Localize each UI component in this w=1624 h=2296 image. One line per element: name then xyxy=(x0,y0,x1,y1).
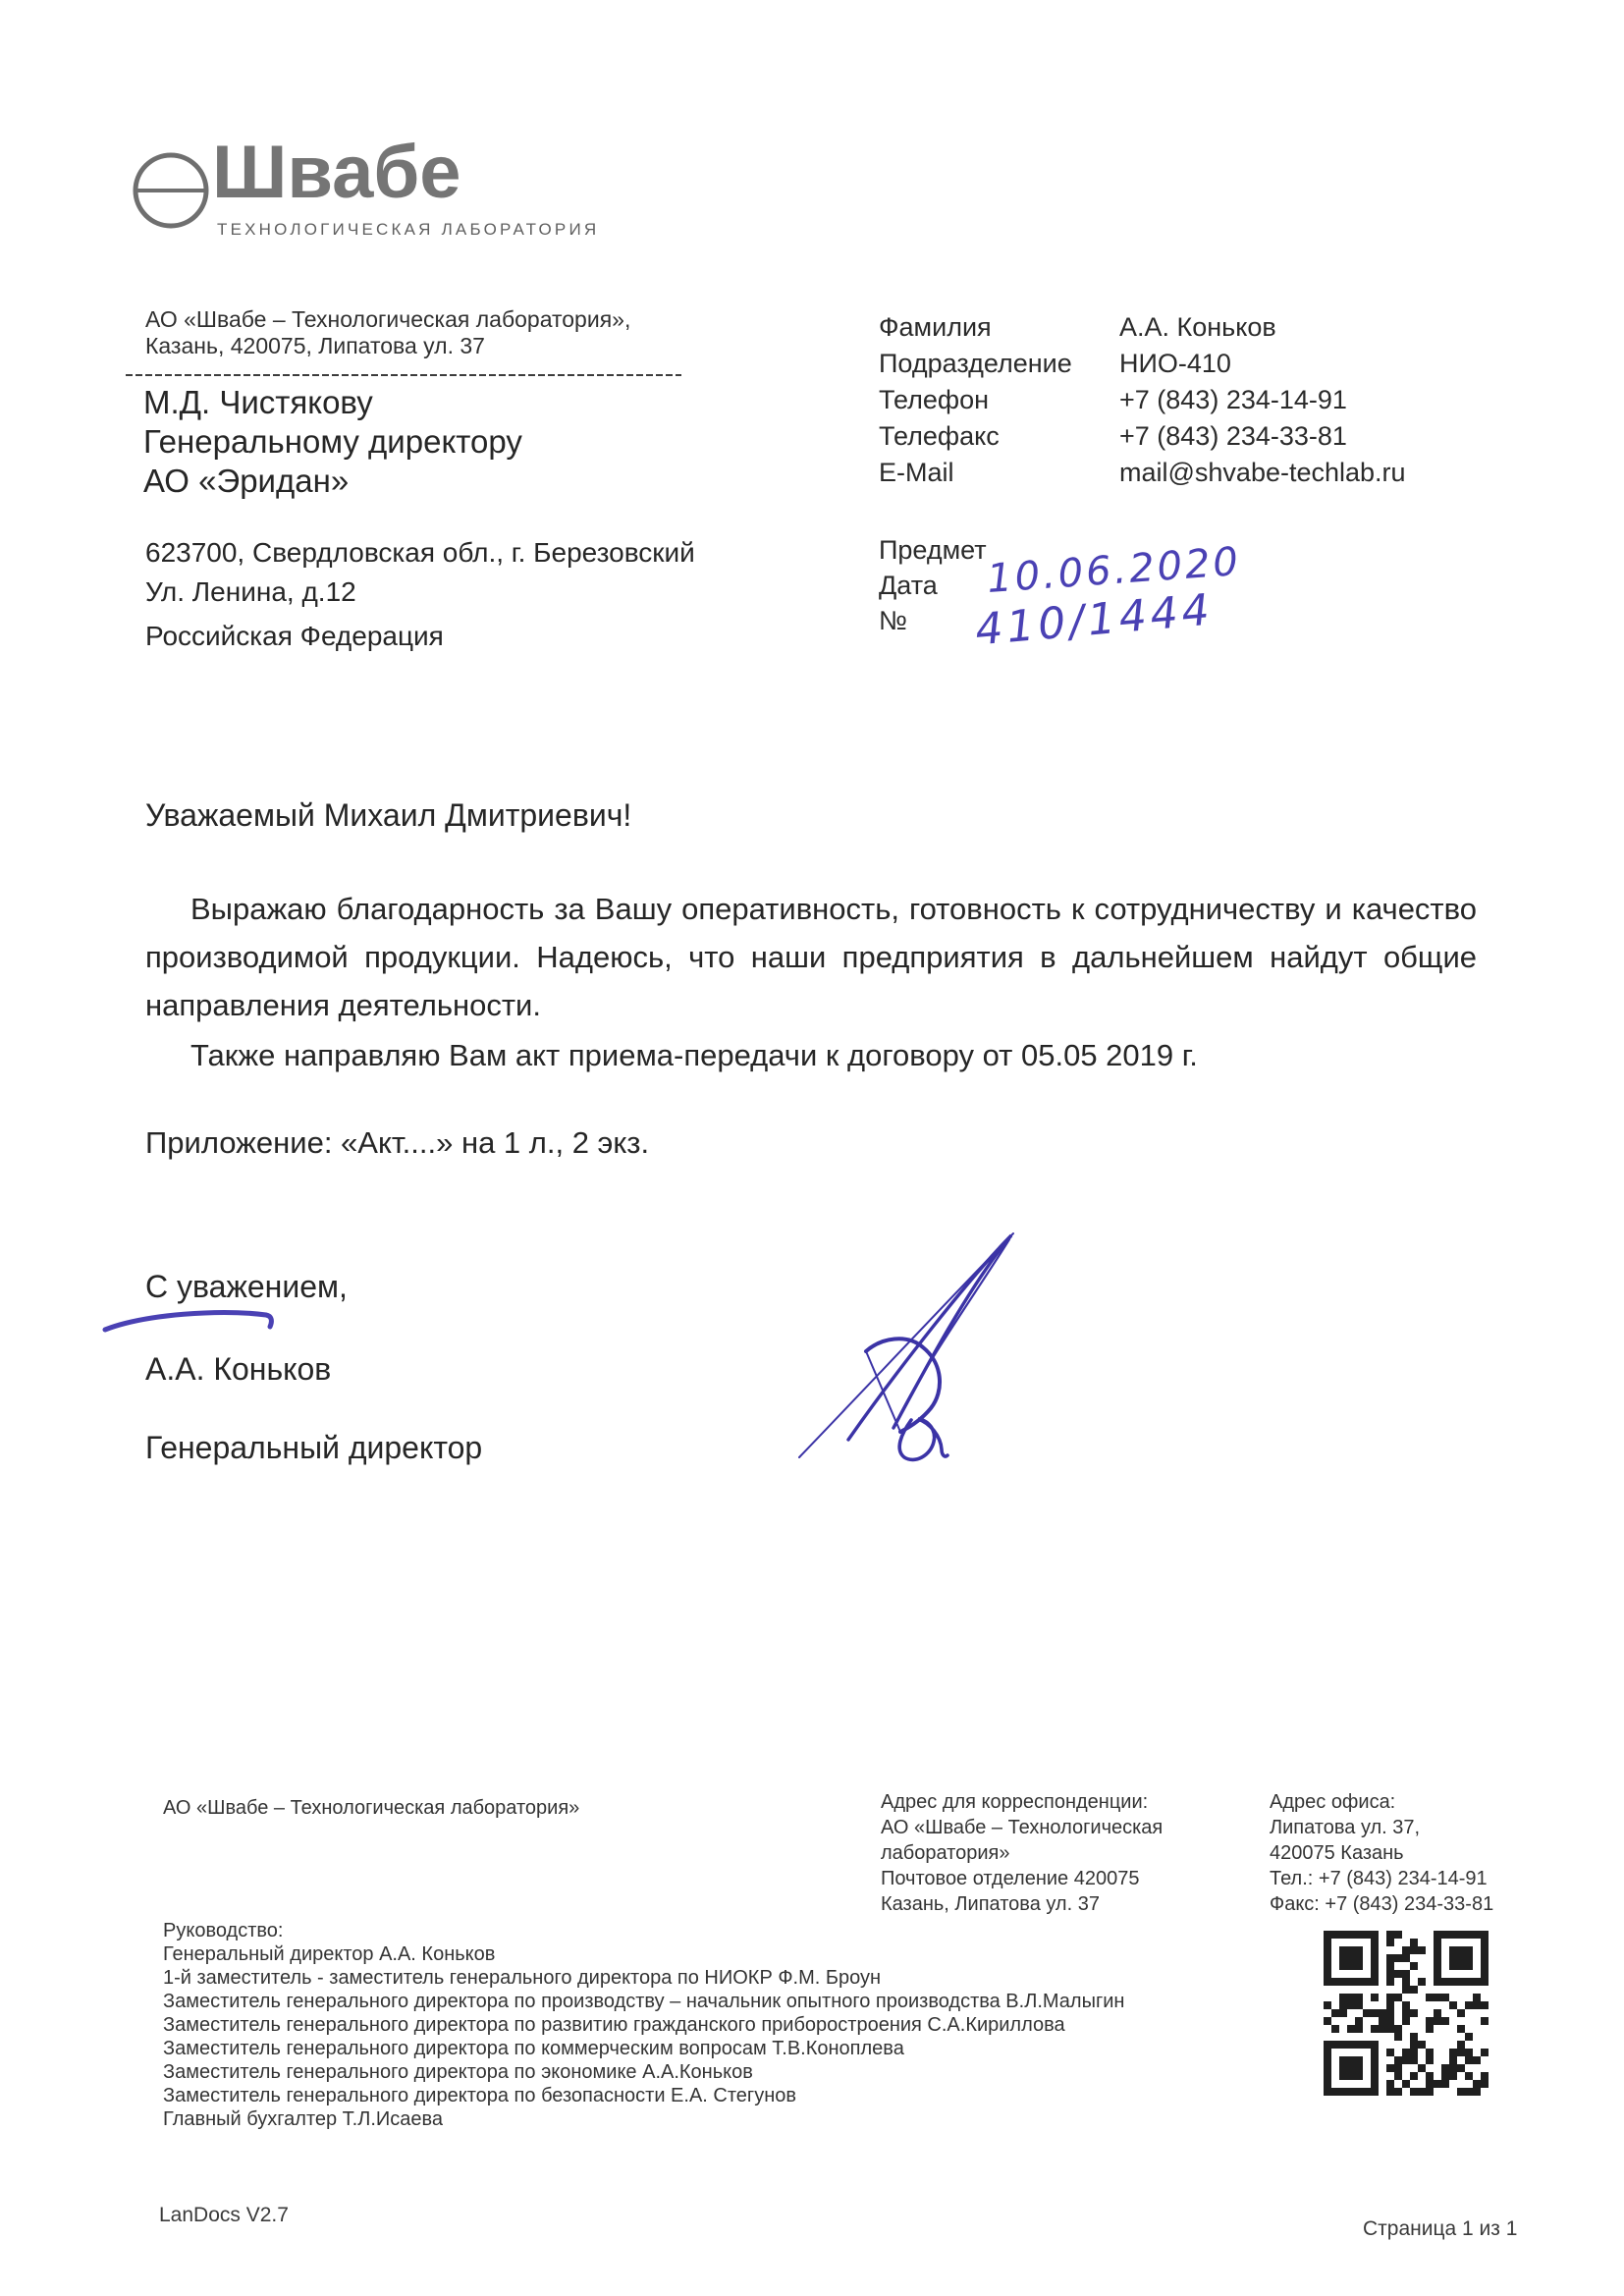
pen-underline xyxy=(101,1306,290,1338)
logo-tagline: ТЕХНОЛОГИЧЕСКАЯ ЛАБОРАТОРИЯ xyxy=(217,220,600,239)
qr-code xyxy=(1324,1931,1489,2096)
footer-correspondence-line: АО «Швабе – Технологическая xyxy=(881,1817,1164,1838)
footer-correspondence-line: лаборатория» xyxy=(881,1842,1010,1864)
body-paragraph-1: Выражаю благодарность за Вашу оперативность, готовность к сотрудничеству и качество производимой продукции. Надеюсь, что наши предприятия в дальнейшем найдут общие направления деятельности. xyxy=(145,892,1477,1022)
number-label: № xyxy=(879,606,907,635)
signer-name: А.А. Коньков xyxy=(145,1351,332,1387)
recipient-country: Российская Федерация xyxy=(145,621,444,651)
recipient-name: М.Д. Чистякову xyxy=(143,384,373,420)
lens-icon xyxy=(131,147,211,234)
separator-line xyxy=(126,374,681,376)
meta-label: Телефон xyxy=(879,385,990,414)
recipient-block xyxy=(143,383,522,501)
footer-management-line: Главный бухгалтер Т.Л.Исаева xyxy=(163,2108,444,2130)
footer-correspondence-line: Почтовое отделение 420075 xyxy=(881,1868,1140,1889)
footer-office-line: Липатова ул. 37, xyxy=(1270,1817,1421,1838)
body-paragraph-2: Также направляю Вам акт приема-передачи к договору от 05.05 2019 г. xyxy=(190,1038,1198,1072)
salutation: Уважаемый Михаил Дмитриевич! xyxy=(145,797,632,833)
meta-label: E-Mail xyxy=(879,458,954,487)
landocs-version: LanDocs V2.7 xyxy=(159,2204,289,2226)
recipient-address-line2: Ул. Ленина, д.12 xyxy=(145,576,356,607)
signer-title: Генеральный директор xyxy=(145,1430,483,1465)
recipient-title: Генеральному директору xyxy=(143,423,522,460)
footer-correspondence xyxy=(881,1789,1163,1917)
footer-office-line: Факс: +7 (843) 234-33-81 xyxy=(1270,1893,1494,1915)
date-label: Дата xyxy=(879,571,938,600)
meta-row-fax xyxy=(879,421,1406,458)
sender-line2: Казань, 420075, Липатова ул. 37 xyxy=(145,333,485,358)
footer-management-line: 1-й заместитель - заместитель генерального директора по НИОКР Ф.М. Броун xyxy=(163,1967,882,1989)
recipient-company: АО «Эридан» xyxy=(143,463,350,499)
footer-office-line: Тел.: +7 (843) 234-14-91 xyxy=(1270,1868,1488,1889)
page-indicator: Страница 1 из 1 xyxy=(1363,2217,1518,2240)
sender-line1: АО «Швабе – Технологическая лаборатория», xyxy=(145,306,631,332)
footer-management-line: Заместитель генерального директора по экономике А.А.Коньков xyxy=(163,2061,753,2083)
sender-address xyxy=(145,306,630,359)
meta-label: Фамилия xyxy=(879,312,992,342)
footer-office xyxy=(1270,1789,1493,1917)
subject-label: Предмет xyxy=(879,535,987,565)
footer-correspondence-lines xyxy=(881,1815,1163,1917)
footer-correspondence-title: Адрес для корреспонденции: xyxy=(881,1791,1149,1813)
recipient-address-line1: 623700, Свердловская обл., г. Березовский xyxy=(145,537,695,568)
footer-management-lines xyxy=(163,1942,1124,2131)
recipient-address xyxy=(145,533,695,612)
footer-management xyxy=(163,1919,1124,2131)
footer-correspondence-line: Казань, Липатова ул. 37 xyxy=(881,1893,1100,1915)
handwritten-date: 10.06.2020 xyxy=(985,539,1243,602)
meta-row-department xyxy=(879,349,1406,385)
meta-value: mail@shvabe-techlab.ru xyxy=(1119,458,1406,487)
attachment-line: Приложение: «Акт....» на 1 л., 2 экз. xyxy=(145,1125,650,1160)
meta-value: +7 (843) 234-33-81 xyxy=(1119,421,1347,451)
meta-value: +7 (843) 234-14-91 xyxy=(1119,385,1347,414)
logo-text: Швабе xyxy=(212,131,461,214)
meta-table xyxy=(879,312,1406,494)
meta-value: А.А. Коньков xyxy=(1119,312,1276,342)
footer-management-line: Заместитель генерального директора по коммерческим вопросам Т.В.Коноплева xyxy=(163,2038,904,2059)
footer-management-line: Генеральный директор А.А. Коньков xyxy=(163,1943,496,1965)
subject-block xyxy=(879,535,987,641)
handwritten-number: 410/1444 xyxy=(973,584,1216,656)
footer-office-line: 420075 Казань xyxy=(1270,1842,1404,1864)
meta-label: Подразделение xyxy=(879,349,1072,378)
meta-row-phone xyxy=(879,385,1406,421)
closing-line: С уважением, xyxy=(145,1269,348,1304)
footer-company: АО «Швабе – Технологическая лаборатория» xyxy=(163,1797,580,1819)
handwritten-signature xyxy=(784,1224,1029,1474)
footer-office-title: Адрес офиса: xyxy=(1270,1791,1396,1813)
meta-row-surname xyxy=(879,312,1406,349)
footer-management-title: Руководство: xyxy=(163,1920,284,1941)
meta-row-email xyxy=(879,458,1406,494)
meta-value: НИО-410 xyxy=(1119,349,1231,378)
meta-label: Телефакс xyxy=(879,421,1000,451)
footer-management-line: Заместитель генерального директора по производству – начальник опытного производства В.Л.Малыгин xyxy=(163,1991,1125,2012)
footer-management-line: Заместитель генерального директора по развитию гражданского приборостроения С.А.Кириллова xyxy=(163,2014,1065,2036)
footer-management-line: Заместитель генерального директора по безопасности Е.А. Стегунов xyxy=(163,2085,796,2106)
footer-office-lines xyxy=(1270,1815,1493,1917)
